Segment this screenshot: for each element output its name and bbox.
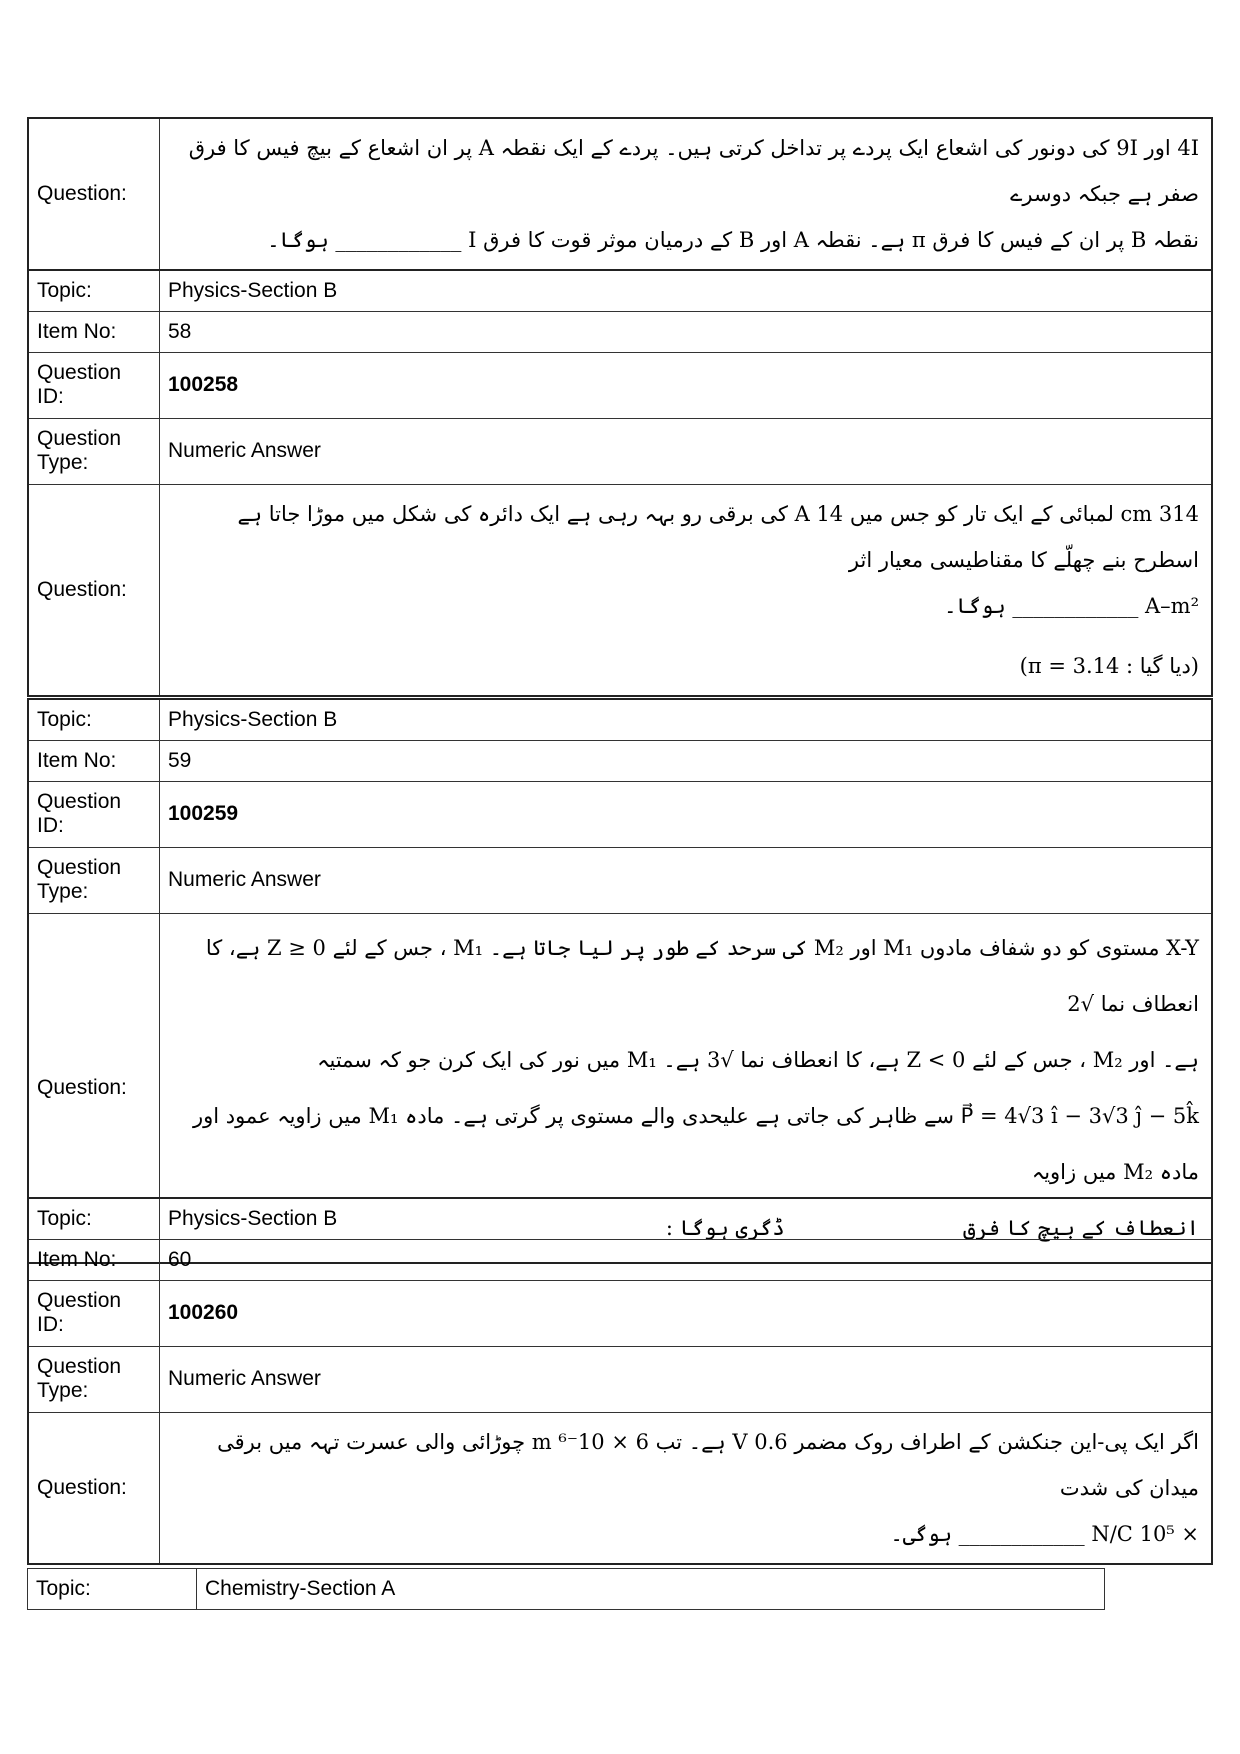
item-no-label: Item No: (28, 1239, 160, 1280)
topic-label: Topic: (28, 1569, 197, 1610)
question-text (160, 118, 1213, 270)
question-block-59 (27, 698, 1213, 1264)
topic-value: Physics-Section B (160, 699, 1213, 740)
item-no-label: Item No: (28, 311, 160, 352)
question-type-label: Question Type: (28, 847, 160, 913)
question-label: Question: (28, 118, 160, 270)
question-id-value: 100259 (160, 781, 1213, 847)
question-label: Question: (28, 484, 160, 696)
question-line: (دیا گیا : π = 3.14) (1019, 653, 1199, 678)
topic-value: Chemistry-Section A (197, 1569, 1105, 1610)
question-line: 4I اور 9I کی دونور کی اشعاع ایک پردے پر تداخل کرتی ہیں۔ پردے کے ایک نقطہ A پر ان اشعاع کے بیچ فیس کا فرق صفر ہے جبکہ دوسرے (188, 136, 1199, 206)
question-line: ہے۔ اور M₂ ، جس کے لئے Z < 0 ہے، کا انعطاف نما √3 ہے۔ M₁ میں نور کی ایک کرن جو کہ سمتیہ (317, 1047, 1199, 1072)
question-type-value: Numeric Answer (160, 418, 1213, 484)
question-line: × 10⁵ N/C ____________ ہوگی۔ (890, 1521, 1199, 1546)
question-id-value: 100258 (160, 352, 1213, 418)
topic-value: Physics-Section B (160, 270, 1213, 311)
question-line: P⃗ = 4√3 î − 3√3 ĵ − 5k̂ سے ظاہر کی جاتی ہے علیحدی والے مستوی پر گرتی ہے۔ مادہ M₁ میں زاویہ عمود اور مادہ M₂ میں زاویہ (192, 1103, 1199, 1184)
topic-block-chemistry (27, 1568, 1105, 1610)
question-block-58 (27, 269, 1213, 697)
topic-label: Topic: (28, 270, 160, 311)
topic-label: Topic: (28, 1198, 160, 1239)
question-id-value: 100260 (160, 1280, 1213, 1346)
question-id-label: Question ID: (28, 352, 160, 418)
question-block-57-tail (27, 117, 1213, 271)
question-label: Question: (28, 1412, 160, 1564)
item-no-value: 60 (160, 1239, 1213, 1280)
question-line: A–m² ____________ ہوگا۔ (944, 593, 1199, 618)
question-text (160, 484, 1213, 696)
question-id-label: Question ID: (28, 781, 160, 847)
question-type-value: Numeric Answer (160, 1346, 1213, 1412)
item-no-value: 58 (160, 311, 1213, 352)
question-line: انعطاف کے بیچ کا فرق _ _ _ _ _ _ _ _ _ _ ڈگری ہوگا : (665, 1215, 1199, 1240)
question-line: X-Y مستوی کو دو شفاف مادوں M₁ اور M₂ کی سرحد کے طور پر لیا جاتا ہے۔ M₁ ، جس کے لئے Z ≥ 0 ہے، کا انعطاف نما √2 (205, 935, 1199, 1016)
item-no-label: Item No: (28, 740, 160, 781)
question-text (160, 1412, 1213, 1564)
item-no-value: 59 (160, 740, 1213, 781)
question-label: Question: (28, 913, 160, 1263)
question-type-label: Question Type: (28, 418, 160, 484)
topic-value: Physics-Section B (160, 1198, 1213, 1239)
topic-label: Topic: (28, 699, 160, 740)
question-line: اگر ایک پی-این جنکشن کے اطراف روک مضمر 0.6 V ہے۔ تب 6 × 10⁻⁶ m چوڑائی والی عسرت تہہ میں برقی میدان کی شدت (217, 1429, 1199, 1500)
question-block-60 (27, 1197, 1213, 1565)
question-line: نقطہ B پر ان کے فیس کا فرق π ہے۔ نقطہ A اور B کے درمیان موثر قوت کا فرق I ____________ ہوگا۔ (267, 228, 1199, 252)
question-id-label: Question ID: (28, 1280, 160, 1346)
question-type-label: Question Type: (28, 1346, 160, 1412)
question-line: 314 cm لمبائی کے ایک تار کو جس میں 14 A کی برقی رو بہہ رہی ہے ایک دائرہ کی شکل میں موڑا جاتا ہے اسطرح بنے چھلّے کا مقناطیسی معیار اثر (237, 501, 1199, 572)
question-type-value: Numeric Answer (160, 847, 1213, 913)
